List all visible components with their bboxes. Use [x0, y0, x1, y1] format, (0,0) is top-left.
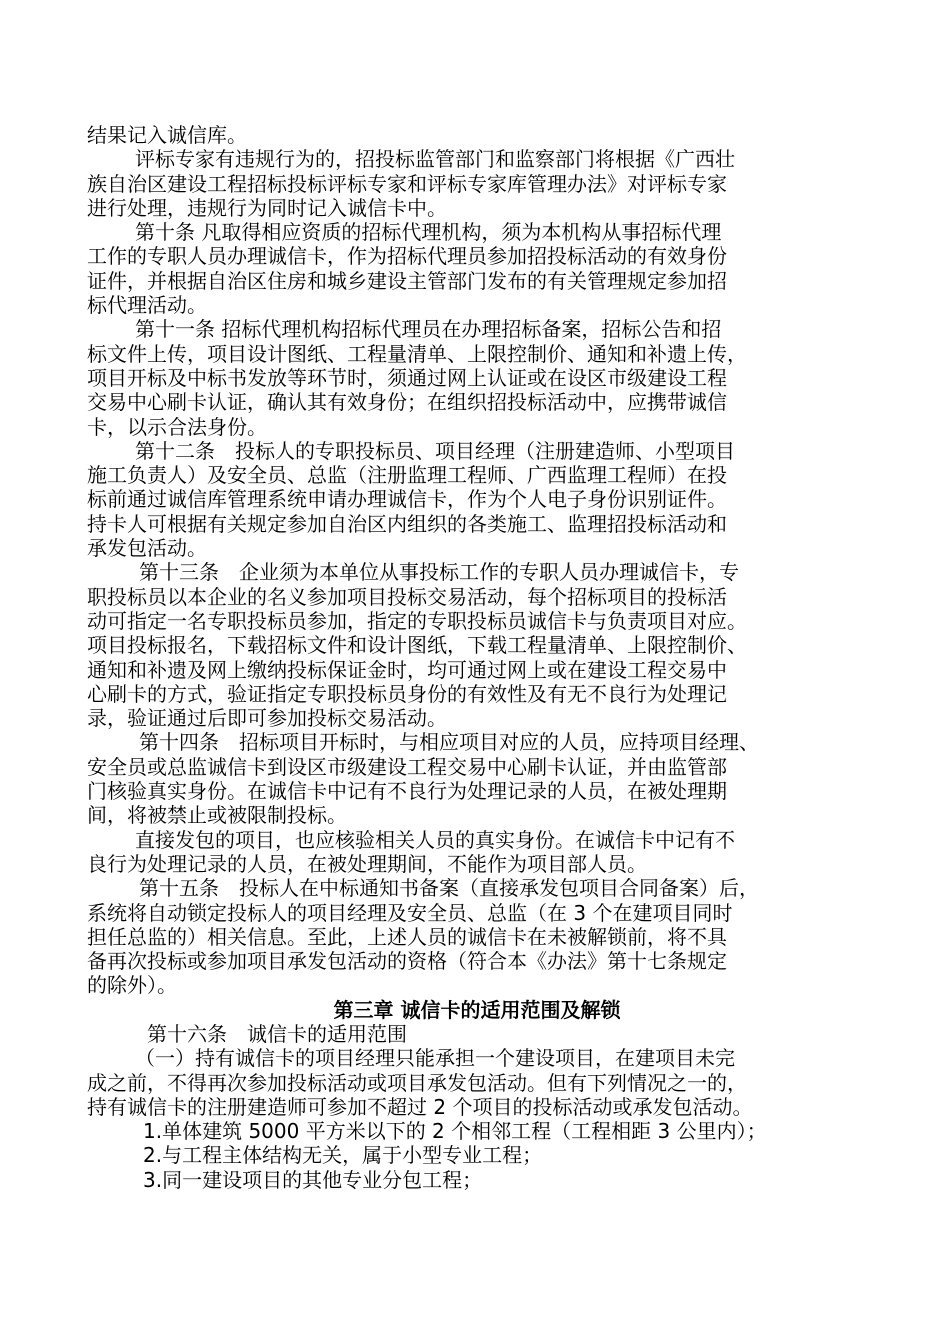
text-line: 持卡人可根据有关规定参加自治区内组织的各类施工、监理招投标活动和	[87, 511, 727, 536]
text-line: 项目投标报名，下载招标文件和设计图纸，下载工程量清单、上限控制价、	[87, 633, 747, 658]
article-12-heading-line: 第十二条 投标人的专职投标员、项目经理（注册建造师、小型项目	[135, 438, 735, 463]
text-line: 职投标员以本企业的名义参加项目投标交易活动，每个招标项目的投标活	[87, 584, 727, 609]
text-line: 安全员或总监诚信卡到设区市级建设工程交易中心刷卡认证，并由监管部	[87, 754, 727, 779]
text-line: 交易中心刷卡认证，确认其有效身份；在组织招投标活动中，应携带诚信	[87, 390, 727, 415]
text-line: 间，将被禁止或被限制投标。	[87, 803, 347, 828]
list-item: 1.单体建筑 5000 平方米以下的 2 个相邻工程（工程相距 3 公里内）；	[143, 1119, 767, 1144]
text-line: 承发包活动。	[87, 536, 207, 561]
article-13-heading-line: 第十三条 企业须为本单位从事投标工作的专职人员办理诚信卡，专	[139, 560, 739, 585]
text-line: 证件，并根据自治区住房和城乡建设主管部门发布的有关管理规定参加招	[87, 268, 727, 293]
list-item: 2.与工程主体结构无关，属于小型专业工程；	[143, 1143, 543, 1168]
text-line: 门核验真实身份。在诚信卡中记有不良行为处理记录的人员，在被处理期	[87, 779, 727, 804]
text-line: 心刷卡的方式，验证指定专职投标员身份的有效性及有无不良行为处理记	[87, 681, 727, 706]
text-line: 卡，以示合法身份。	[87, 414, 267, 439]
list-item: 3.同一建设项目的其他专业分包工程；	[143, 1167, 483, 1192]
text-line: 良行为处理记录的人员，在被处理期间，不能作为项目部人员。	[87, 851, 647, 876]
article-14-heading-line: 第十四条 招标项目开标时，与相应项目对应的人员，应持项目经理、	[139, 730, 759, 755]
text-line: 工作的专职人员办理诚信卡，作为招标代理员参加招投标活动的有效身份	[87, 244, 727, 269]
text-line: 的除外）。	[87, 973, 177, 998]
text-line: （一）持有诚信卡的项目经理只能承担一个建设项目，在建项目未完	[135, 1046, 735, 1071]
text-line: 录，验证通过后即可参加投标交易活动。	[87, 706, 447, 731]
text-line: 项目开标及中标书发放等环节时，须通过网上认证或在设区市级建设工程	[87, 365, 727, 390]
text-line: 族自治区建设工程招标投标评标专家和评标专家库管理办法》对评标专家	[87, 171, 727, 196]
article-16-heading-line: 第十六条 诚信卡的适用范围	[147, 1021, 407, 1046]
chapter-3-title: 第三章 诚信卡的适用范围及解锁	[333, 997, 621, 1022]
text-line: 直接发包的项目，也应核验相关人员的真实身份。在诚信卡中记有不	[135, 827, 735, 852]
text-line: 标代理活动。	[87, 293, 207, 318]
text-line: 持有诚信卡的注册建造师可参加不超过 2 个项目的投标活动或承发包活动。	[87, 1094, 753, 1119]
text-line: 动可指定一名专职投标员参加，指定的专职投标员诚信卡与负责项目对应。	[87, 608, 747, 633]
text-line: 标文件上传，项目设计图纸、工程量清单、上限控制价、通知和补遗上传，	[87, 341, 747, 366]
text-line: 评标专家有违规行为的，招投标监管部门和监察部门将根据《广西壮	[135, 147, 735, 172]
article-15-heading-line: 第十五条 投标人在中标通知书备案（直接承发包项目合同备案）后，	[139, 876, 759, 901]
text-line: 系统将自动锁定投标人的项目经理及安全员、总监（在 3 个在建项目同时	[87, 900, 733, 925]
text-line: 通知和补遗及网上缴纳投标保证金时，均可通过网上或在建设工程交易中	[87, 657, 727, 682]
text-line: 成之前，不得再次参加投标活动或项目承发包活动。但有下列情况之一的，	[87, 1070, 747, 1095]
text-line: 标前通过诚信库管理系统申请办理诚信卡，作为个人电子身份识别证件。	[87, 487, 727, 512]
text-line: 备再次投标或参加项目承发包活动的资格（符合本《办法》第十七条规定	[87, 949, 727, 974]
text-line: 进行处理，违规行为同时记入诚信卡中。	[87, 195, 447, 220]
article-10-heading-line: 第十条 凡取得相应资质的招标代理机构，须为本机构从事招标代理	[135, 220, 722, 245]
text-line: 结果记入诚信库。	[87, 123, 247, 147]
text-line: 施工负责人）及安全员、总监（注册监理工程师、广西监理工程师）在投	[87, 463, 727, 488]
document-body	[87, 123, 867, 1192]
text-line: 担任总监的）相关信息。至此，上述人员的诚信卡在未被解锁前，将不具	[87, 924, 727, 949]
article-11-heading-line: 第十一条 招标代理机构招标代理员在办理招标备案，招标公告和招	[135, 317, 722, 342]
